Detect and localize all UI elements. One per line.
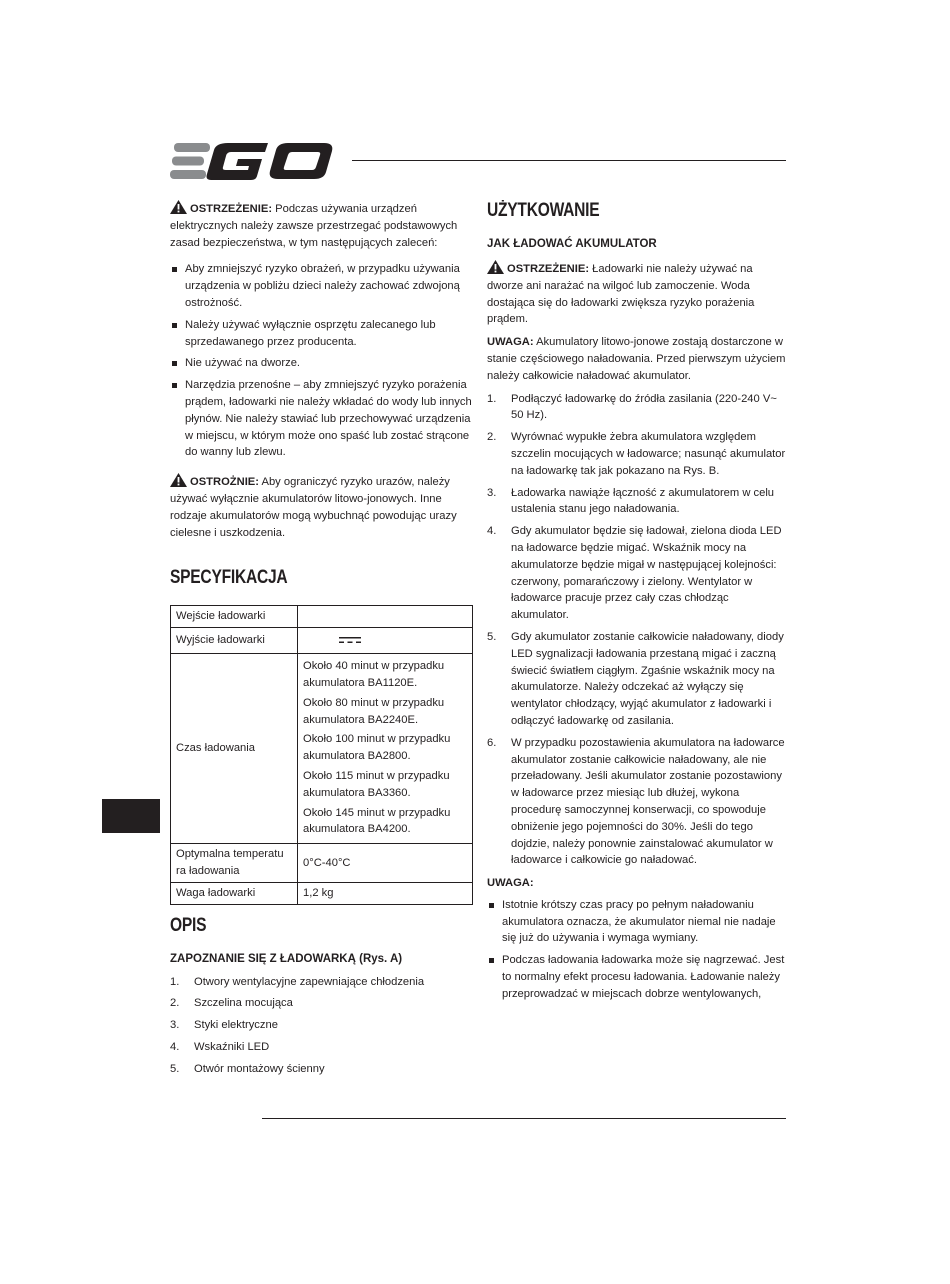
list-item: 2. Wyrównać wypukłe żebra akumulatora względem szczelin mocujących w ładowarce; nasunąć akumulator na ładowarkę tak jak pokazano na Rys. B. [487, 431, 786, 477]
usage-heading: UŻYTKOWANIE [487, 200, 600, 221]
table-cell [298, 654, 473, 844]
charging-steps [487, 391, 787, 870]
note-text: Akumulatory litowo-jonowe zostają dostarczone w stanie częściowego naładowania. Przed pierwszym użyciem należy całkowicie naładować akumulator. [487, 336, 786, 382]
opis-heading: OPIS [170, 914, 207, 936]
note-bullets [487, 897, 787, 1003]
warning-icon [487, 260, 504, 274]
list-item: 3. Styki elektryczne [170, 1019, 278, 1032]
note-paragraph [487, 334, 787, 384]
list-item: 2. Szczelina mocująca [170, 997, 293, 1010]
footer-rule [262, 1118, 786, 1119]
charge-time: Około 80 minut w przypadku akumulatora BA2240E. [303, 696, 445, 726]
warning-text: Ładowarki nie należy używać na dworze ani narażać na wilgoć lub zamoczenie. Woda dostająca się do ładowarki zwiększa ryzyko porażenia prądem. [487, 263, 755, 326]
caution-label: OSTROŻNIE: [190, 476, 259, 489]
parts-list [170, 974, 475, 1078]
charge-time: Około 115 minut w przypadku akumulatora BA3360. [303, 769, 450, 799]
charge-time: Około 40 minut w przypadku akumulatora BA1120E. [303, 660, 445, 689]
list-item: 6. W przypadku pozostawienia akumulatora na ładowarce akumulator zostanie całkowicie naładowany, ale nie przeładowany. Jeśli akumulator zostanie pozostawiony w ładowarce przez miesiąc lub dłużej, wykona procedurę samoczynnej konserwacji, co spowoduje obniżenie jego pojemności do 30%. Jeśli do tego dojdzie, należy ponownie zainstalować akumulator w ładowarce i całkowicie go naładować. [487, 736, 785, 867]
table-cell [298, 628, 473, 654]
spec-table [170, 605, 473, 904]
header-rule [352, 160, 786, 161]
charge-time: Około 145 minut w przypadku akumulatora BA4200. [303, 806, 451, 836]
caution-text: Aby ograniczyć ryzyko urazów, należy używać wyłącznie akumulatorów litowo-jonowych. Inne rodzaje akumulatorów mogą wybuchnąć powodując urazy cielesne i uszkodzenia. [170, 476, 457, 539]
warning-paragraph [170, 200, 475, 251]
list-item: Aby zmniejszyć ryzyko obrażeń, w przypadku używania urządzenia w pobliżu dzieci należy zachować zdwojoną ostrożność. [170, 261, 475, 311]
warning-paragraph [487, 260, 787, 328]
charging-subheading: JAK ŁADOWAĆ AKUMULATOR [487, 238, 657, 250]
charge-time: Około 100 minut w przypadku akumulatora BA2800. [303, 733, 451, 763]
list-item: 5. Otwór montażowy ścienny [170, 1062, 325, 1075]
list-item: 1. Podłączyć ładowarkę do źródła zasilania (220-240 V~ 50 Hz). [487, 392, 777, 422]
warning-label: OSTRZEŻENIE: [507, 263, 590, 275]
list-item: Należy używać wyłącznie osprzętu zalecanego lub sprzedawanego przez producenta. [170, 317, 475, 351]
table-row [171, 654, 473, 844]
table-cell: 0°C-40°C [298, 844, 473, 883]
table-cell [298, 606, 473, 628]
table-cell: Wejście ładowarki [171, 606, 298, 628]
list-item: Nie używać na dworze. [170, 355, 475, 372]
table-cell: Czas ładowania [171, 654, 298, 844]
table-row [171, 882, 473, 904]
warning-icon [170, 200, 187, 214]
note2-label: UWAGA: [487, 877, 534, 890]
list-item: Narzędzia przenośne – aby zmniejszyć ryzyko porażenia prądem, ładowarki nie należy wkładać do wody lub innych płynów. Nie należy stawiać lub przechowywać urządzenia w miejscu, w którym może ono spaść lub zostać strącone do wanny lub zlewu. [170, 377, 475, 461]
list-item: 5. Gdy akumulator zostanie całkowicie naładowany, diody LED sygnalizacji ładowania przestaną migać i zaczną świecić światłem ciągłym. Zgaśnie wskaźnik mocy na akumulatorze. Należy odczekać aż wyłączy się wentylator chłodzący, wyjąć akumulator z ładowarki i odłączyć ładowarkę od zasilania. [487, 630, 784, 727]
ego-logo [170, 140, 338, 182]
warning-icon [170, 473, 187, 487]
opis-subheading: ZAPOZNANIE SIĘ Z ŁADOWARKĄ (Rys. A) [170, 952, 403, 965]
language-tab [102, 799, 160, 833]
list-item: 3. Ładowarka nawiąże łączność z akumulatorem w celu ustalenia stanu jego naładowania. [487, 486, 775, 516]
spec-heading: SPECYFIKACJA [170, 567, 288, 589]
table-row [171, 844, 473, 883]
left-column [170, 200, 475, 1083]
note-label: UWAGA: [487, 336, 534, 349]
list-item: Istotnie krótszy czas pracy po pełnym naładowaniu akumulatora oznacza, że akumulator niemal nie nadaje się już do używania i wymaga wymiany. [487, 897, 787, 947]
list-item: 4. Gdy akumulator będzie się ładował, zielona dioda LED na ładowarce będzie migać. Wskaźnik mocy na akumulatorze będzie migał w następującej kolejności: czerwony, pomarańczowy i zielony. Wentylator w ładowarce pracuje przez cały czas chłodząc akumulator. [487, 525, 782, 622]
table-cell: Optymalna temperatu ra ładowania [171, 844, 298, 883]
right-column [487, 200, 787, 1015]
dc-symbol-icon [339, 636, 361, 644]
warning-text: Podczas używania urządzeń elektrycznych należy zawsze przestrzegać podstawowych zasad bezpieczeństwa, w tym następujących zaleceń: [170, 203, 458, 249]
list-item: 1. Otwory wentylacyjne zapewniające chłodzenia [170, 975, 425, 988]
caution-paragraph [170, 473, 475, 541]
table-row [171, 628, 473, 654]
table-cell: 1,2 kg [298, 882, 473, 904]
list-item: Podczas ładowania ładowarka może się nagrzewać. Jest to normalny efekt procesu ładowania. Ładowanie należy przeprowadzać w miejscach dobrze wentylowanych, [487, 952, 787, 1002]
table-row [171, 606, 473, 628]
table-cell: Wyjście ładowarki [171, 628, 298, 654]
table-cell: Waga ładowarki [171, 882, 298, 904]
safety-bullets [170, 261, 475, 461]
list-item: 4. Wskaźniki LED [170, 1040, 270, 1053]
warning-label: OSTRZEŻENIE: [190, 203, 273, 215]
